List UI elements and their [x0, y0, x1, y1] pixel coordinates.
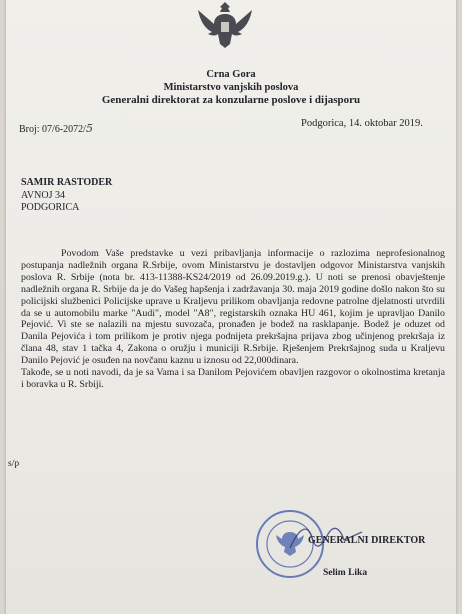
recipient-street: AVNOJ 34	[21, 190, 65, 201]
ministry-name: Ministarstvo vanjskih poslova	[163, 82, 299, 93]
body-paragraph-2: Takođe, se u noti navodi, da je sa Vama i sa Danilom Pejovićem obavljen razgovor o okolnostima kretanja i boravka u R. Srbiji.	[21, 367, 445, 390]
letter-body	[21, 248, 445, 391]
recipient-city: PODGORICA	[21, 202, 80, 213]
reference-number	[19, 122, 93, 135]
letter-date: Podgorica, 14. oktobar 2019.	[301, 118, 423, 129]
handwritten-number: 5	[85, 122, 93, 135]
signatory-name: Selim Lika	[323, 568, 368, 578]
directorate-name: Generalni direktorat za konzularne poslove i dijasporu	[101, 94, 361, 106]
country-name: Crna Gora	[206, 69, 256, 80]
signatory-title: GENERALNI DIREKTOR	[308, 535, 426, 546]
recipient-name: SAMIR RASTODER	[21, 177, 113, 188]
body-paragraph-1: Povodom Vaše predstavke u vezi pribavljanja informacije o razlozima neprofesionalnog postupanja nadležnih organa R.Srbije, ovom Ministarstvu je dostavljen odgovor Ministarstva vanjskih poslova R. Srbije (nota br. 413-11388-KS24/2019 od 26.09.2019.g.). U noti se prenosi obavještenje nadležnih organa R. Srbije da je do Vašeg hapšenja i zadržavanja 30. maja 2019 godine došlo nakon što su policijski službenici Policijske uprave u Kraljevu prilikom obavljanja redovne patrolne djelatnosti utvrdili da se u automobilu marke "Audi", model "A8", registarskih oznaka HU 461, kojim je upravljao Danilo Pejović. Vi ste se nalazili na mjestu suvozača, pronađen je bodež na rasklapanje. Bodež je oduzet od Danila Pejovića i tom prilikom je protiv njega podnijeta prekršajna prijava zbog učinjenog prekršaja iz člana 48, stav 1 tačka 4, Zakona o oružju i municiji R.Srbije. Rješenjem Prekršajnog suda u Kraljevu Danilo Pejović je osuđen na novčanu kaznu u iznosu od 22,000dinara.	[21, 248, 445, 367]
letter-page	[6, 0, 456, 614]
montenegro-eagle-crest-icon	[196, 0, 254, 50]
reference-label: Broj: 07/6-2072/	[19, 124, 86, 135]
initials: s/p	[8, 459, 20, 469]
